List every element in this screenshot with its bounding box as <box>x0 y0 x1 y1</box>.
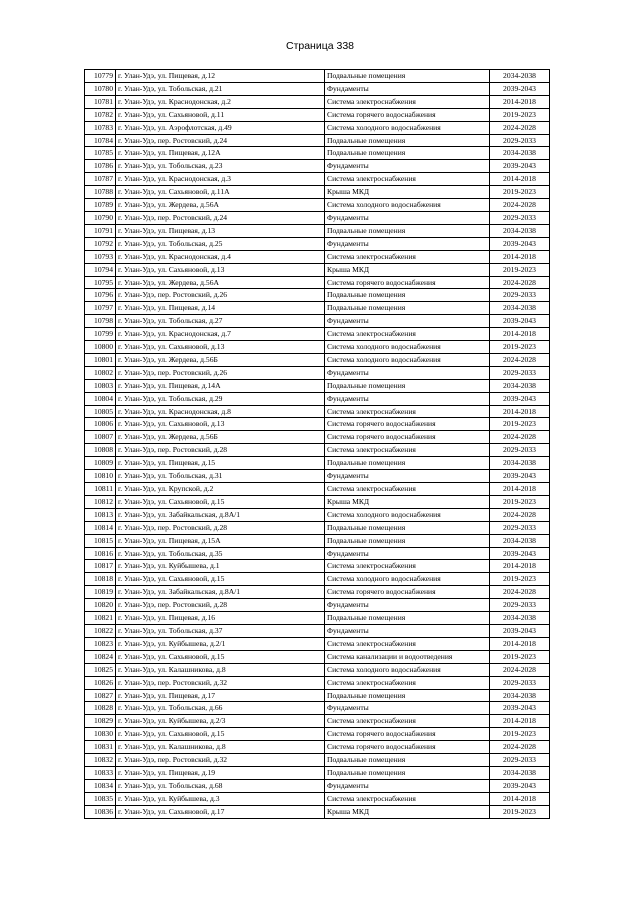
row-number: 10824 <box>85 650 116 663</box>
row-number: 10783 <box>85 121 116 134</box>
period-cell: 2019-2023 <box>490 495 550 508</box>
period-cell: 2014-2018 <box>490 250 550 263</box>
address-cell: г. Улан-Удэ, пер. Ростовский, д.28 <box>116 521 325 534</box>
address-cell: г. Улан-Удэ, ул. Жердева, д.56Б <box>116 431 325 444</box>
period-cell: 2039-2043 <box>490 702 550 715</box>
period-cell: 2014-2018 <box>490 328 550 341</box>
address-cell: г. Улан-Удэ, ул. Тобольская, д.31 <box>116 470 325 483</box>
period-cell: 2039-2043 <box>490 547 550 560</box>
work-type-cell: Подвальные помещения <box>325 766 490 779</box>
period-cell: 2024-2028 <box>490 121 550 134</box>
table-row <box>85 108 550 121</box>
period-cell: 2014-2018 <box>490 637 550 650</box>
table-row <box>85 353 550 366</box>
work-type-cell: Система холодного водоснабжения <box>325 508 490 521</box>
table-row <box>85 483 550 496</box>
table-row <box>85 315 550 328</box>
table-row <box>85 237 550 250</box>
period-cell: 2024-2028 <box>490 353 550 366</box>
period-cell: 2029-2033 <box>490 289 550 302</box>
row-number: 10811 <box>85 483 116 496</box>
work-type-cell: Фундаменты <box>325 392 490 405</box>
period-cell: 2024-2028 <box>490 199 550 212</box>
work-type-cell: Система холодного водоснабжения <box>325 199 490 212</box>
table-row <box>85 715 550 728</box>
period-cell: 2019-2023 <box>490 108 550 121</box>
row-number: 10822 <box>85 624 116 637</box>
period-cell: 2014-2018 <box>490 405 550 418</box>
row-number: 10834 <box>85 779 116 792</box>
work-type-cell: Подвальные помещения <box>325 612 490 625</box>
address-cell: г. Улан-Удэ, ул. Забайкальская, д.8А/1 <box>116 586 325 599</box>
work-type-cell: Подвальные помещения <box>325 754 490 767</box>
address-cell: г. Улан-Удэ, ул. Краснодонская, д.3 <box>116 173 325 186</box>
address-cell: г. Улан-Удэ, ул. Крупской, д.2 <box>116 483 325 496</box>
row-number: 10793 <box>85 250 116 263</box>
work-type-cell: Фундаменты <box>325 237 490 250</box>
address-cell: г. Улан-Удэ, ул. Тобольская, д.27 <box>116 315 325 328</box>
row-number: 10818 <box>85 573 116 586</box>
row-number: 10785 <box>85 147 116 160</box>
table-row <box>85 211 550 224</box>
period-cell: 2029-2033 <box>490 676 550 689</box>
period-cell: 2014-2018 <box>490 792 550 805</box>
work-type-cell: Система горячего водоснабжения <box>325 741 490 754</box>
address-cell: г. Улан-Удэ, ул. Пищевая, д.19 <box>116 766 325 779</box>
table-row <box>85 379 550 392</box>
period-cell: 2019-2023 <box>490 263 550 276</box>
address-cell: г. Улан-Удэ, пер. Ростовский, д.28 <box>116 599 325 612</box>
table-row <box>85 134 550 147</box>
work-type-cell: Система горячего водоснабжения <box>325 418 490 431</box>
work-type-cell: Система электроснабжения <box>325 676 490 689</box>
row-number: 10804 <box>85 392 116 405</box>
row-number: 10826 <box>85 676 116 689</box>
work-type-cell: Фундаменты <box>325 211 490 224</box>
row-number: 10799 <box>85 328 116 341</box>
address-cell: г. Улан-Удэ, ул. Жердева, д.56А <box>116 199 325 212</box>
work-type-cell: Система электроснабжения <box>325 250 490 263</box>
period-cell: 2014-2018 <box>490 715 550 728</box>
row-number: 10813 <box>85 508 116 521</box>
row-number: 10781 <box>85 95 116 108</box>
work-type-cell: Система канализации и водоотведения <box>325 650 490 663</box>
work-type-cell: Система холодного водоснабжения <box>325 573 490 586</box>
address-cell: г. Улан-Удэ, ул. Сахьяновой, д.13 <box>116 418 325 431</box>
table-row <box>85 792 550 805</box>
period-cell: 2024-2028 <box>490 508 550 521</box>
period-cell: 2024-2028 <box>490 663 550 676</box>
address-cell: г. Улан-Удэ, ул. Сахьяновой, д.15 <box>116 495 325 508</box>
row-number: 10807 <box>85 431 116 444</box>
table-row <box>85 457 550 470</box>
work-type-cell: Фундаменты <box>325 315 490 328</box>
period-cell: 2039-2043 <box>490 392 550 405</box>
table-row <box>85 186 550 199</box>
row-number: 10788 <box>85 186 116 199</box>
address-cell: г. Улан-Удэ, ул. Пищевая, д.12А <box>116 147 325 160</box>
address-cell: г. Улан-Удэ, ул. Калашникова, д.8 <box>116 663 325 676</box>
address-cell: г. Улан-Удэ, ул. Аэрофлотская, д.49 <box>116 121 325 134</box>
address-cell: г. Улан-Удэ, ул. Тобольская, д.25 <box>116 237 325 250</box>
period-cell: 2014-2018 <box>490 95 550 108</box>
work-type-cell: Система холодного водоснабжения <box>325 121 490 134</box>
period-cell: 2039-2043 <box>490 160 550 173</box>
work-type-cell: Фундаменты <box>325 547 490 560</box>
address-cell: г. Улан-Удэ, ул. Сахьяновой, д.17 <box>116 805 325 818</box>
period-cell: 2019-2023 <box>490 418 550 431</box>
row-number: 10836 <box>85 805 116 818</box>
address-cell: г. Улан-Удэ, ул. Тобольская, д.35 <box>116 547 325 560</box>
table-row <box>85 121 550 134</box>
table-row <box>85 663 550 676</box>
work-type-cell: Система электроснабжения <box>325 405 490 418</box>
period-cell: 2039-2043 <box>490 237 550 250</box>
work-type-cell: Подвальные помещения <box>325 534 490 547</box>
address-cell: г. Улан-Удэ, ул. Тобольская, д.68 <box>116 779 325 792</box>
period-cell: 2039-2043 <box>490 779 550 792</box>
period-cell: 2014-2018 <box>490 483 550 496</box>
row-number: 10817 <box>85 560 116 573</box>
address-cell: г. Улан-Удэ, пер. Ростовский, д.24 <box>116 134 325 147</box>
work-type-cell: Система электроснабжения <box>325 444 490 457</box>
row-number: 10823 <box>85 637 116 650</box>
work-type-cell: Фундаменты <box>325 779 490 792</box>
address-cell: г. Улан-Удэ, ул. Куйбышева, д.2/3 <box>116 715 325 728</box>
row-number: 10794 <box>85 263 116 276</box>
period-cell: 2019-2023 <box>490 650 550 663</box>
address-cell: г. Улан-Удэ, ул. Жердева, д.56А <box>116 276 325 289</box>
table-row <box>85 676 550 689</box>
work-type-cell: Система электроснабжения <box>325 637 490 650</box>
period-cell: 2034-2038 <box>490 766 550 779</box>
row-number: 10810 <box>85 470 116 483</box>
table-row <box>85 173 550 186</box>
table-row <box>85 470 550 483</box>
work-type-cell: Фундаменты <box>325 599 490 612</box>
address-cell: г. Улан-Удэ, ул. Краснодонская, д.8 <box>116 405 325 418</box>
address-cell: г. Улан-Удэ, ул. Тобольская, д.29 <box>116 392 325 405</box>
period-cell: 2034-2038 <box>490 147 550 160</box>
row-number: 10828 <box>85 702 116 715</box>
address-cell: г. Улан-Удэ, ул. Сахьяновой, д.15 <box>116 573 325 586</box>
address-cell: г. Улан-Удэ, ул. Краснодонская, д.2 <box>116 95 325 108</box>
work-type-cell: Крыша МКД <box>325 805 490 818</box>
work-type-cell: Фундаменты <box>325 702 490 715</box>
address-cell: г. Улан-Удэ, ул. Куйбышева, д.2/1 <box>116 637 325 650</box>
period-cell: 2039-2043 <box>490 315 550 328</box>
address-cell: г. Улан-Удэ, ул. Сахьяновой, д.11А <box>116 186 325 199</box>
address-cell: г. Улан-Удэ, пер. Ростовский, д.32 <box>116 754 325 767</box>
row-number: 10786 <box>85 160 116 173</box>
work-type-cell: Фундаменты <box>325 82 490 95</box>
address-cell: г. Улан-Удэ, пер. Ростовский, д.28 <box>116 444 325 457</box>
period-cell: 2019-2023 <box>490 728 550 741</box>
table-row <box>85 276 550 289</box>
row-number: 10797 <box>85 302 116 315</box>
work-type-cell: Система горячего водоснабжения <box>325 586 490 599</box>
period-cell: 2019-2023 <box>490 341 550 354</box>
address-cell: г. Улан-Удэ, ул. Забайкальская, д.8А/1 <box>116 508 325 521</box>
work-type-cell: Система электроснабжения <box>325 328 490 341</box>
address-cell: г. Улан-Удэ, ул. Сахьяновой, д.15 <box>116 728 325 741</box>
period-cell: 2024-2028 <box>490 586 550 599</box>
table-row <box>85 702 550 715</box>
address-cell: г. Улан-Удэ, ул. Куйбышева, д.3 <box>116 792 325 805</box>
table-row <box>85 766 550 779</box>
work-type-cell: Фундаменты <box>325 624 490 637</box>
address-cell: г. Улан-Удэ, ул. Пищевая, д.17 <box>116 689 325 702</box>
row-number: 10835 <box>85 792 116 805</box>
address-cell: г. Улан-Удэ, ул. Тобольская, д.66 <box>116 702 325 715</box>
table-row <box>85 728 550 741</box>
table-row <box>85 779 550 792</box>
row-number: 10787 <box>85 173 116 186</box>
work-type-cell: Подвальные помещения <box>325 289 490 302</box>
work-type-cell: Подвальные помещения <box>325 70 490 83</box>
period-cell: 2019-2023 <box>490 573 550 586</box>
work-type-cell: Фундаменты <box>325 366 490 379</box>
row-number: 10808 <box>85 444 116 457</box>
work-type-cell: Фундаменты <box>325 470 490 483</box>
row-number: 10790 <box>85 211 116 224</box>
address-cell: г. Улан-Удэ, ул. Пищевая, д.15 <box>116 457 325 470</box>
period-cell: 2034-2038 <box>490 224 550 237</box>
work-type-cell: Подвальные помещения <box>325 457 490 470</box>
table-row <box>85 805 550 818</box>
row-number: 10831 <box>85 741 116 754</box>
period-cell: 2039-2043 <box>490 470 550 483</box>
row-number: 10805 <box>85 405 116 418</box>
table-row <box>85 82 550 95</box>
table-row <box>85 521 550 534</box>
address-cell: г. Улан-Удэ, пер. Ростовский, д.26 <box>116 289 325 302</box>
row-number: 10802 <box>85 366 116 379</box>
address-cell: г. Улан-Удэ, ул. Сахьяновой, д.11 <box>116 108 325 121</box>
address-cell: г. Улан-Удэ, пер. Ростовский, д.32 <box>116 676 325 689</box>
address-cell: г. Улан-Удэ, ул. Пищевая, д.14 <box>116 302 325 315</box>
row-number: 10812 <box>85 495 116 508</box>
table-row <box>85 508 550 521</box>
table-row <box>85 650 550 663</box>
work-type-cell: Система электроснабжения <box>325 715 490 728</box>
address-cell: г. Улан-Удэ, ул. Сахьяновой, д.15 <box>116 650 325 663</box>
work-type-cell: Подвальные помещения <box>325 302 490 315</box>
period-cell: 2034-2038 <box>490 534 550 547</box>
work-type-cell: Система горячего водоснабжения <box>325 728 490 741</box>
table-row <box>85 637 550 650</box>
address-cell: г. Улан-Удэ, ул. Пищевая, д.13 <box>116 224 325 237</box>
address-cell: г. Улан-Удэ, ул. Тобольская, д.21 <box>116 82 325 95</box>
work-type-cell: Система горячего водоснабжения <box>325 431 490 444</box>
address-cell: г. Улан-Удэ, пер. Ростовский, д.24 <box>116 211 325 224</box>
period-cell: 2019-2023 <box>490 186 550 199</box>
table-row <box>85 224 550 237</box>
work-type-cell: Система холодного водоснабжения <box>325 663 490 676</box>
row-number: 10791 <box>85 224 116 237</box>
address-cell: г. Улан-Удэ, ул. Пищевая, д.15А <box>116 534 325 547</box>
address-cell: г. Улан-Удэ, ул. Куйбышева, д.1 <box>116 560 325 573</box>
address-cell: г. Улан-Удэ, ул. Тобольская, д.37 <box>116 624 325 637</box>
row-number: 10782 <box>85 108 116 121</box>
table-row <box>85 70 550 83</box>
address-cell: г. Улан-Удэ, ул. Краснодонская, д.7 <box>116 328 325 341</box>
row-number: 10833 <box>85 766 116 779</box>
table-row <box>85 612 550 625</box>
work-type-cell: Подвальные помещения <box>325 224 490 237</box>
table-row <box>85 302 550 315</box>
table-row <box>85 586 550 599</box>
table-row <box>85 392 550 405</box>
address-cell: г. Улан-Удэ, ул. Краснодонская, д.4 <box>116 250 325 263</box>
period-cell: 2029-2033 <box>490 211 550 224</box>
work-type-cell: Система горячего водоснабжения <box>325 276 490 289</box>
address-cell: г. Улан-Удэ, ул. Сахьяновой, д.13 <box>116 341 325 354</box>
row-number: 10814 <box>85 521 116 534</box>
period-cell: 2029-2033 <box>490 366 550 379</box>
table-row <box>85 328 550 341</box>
address-cell: г. Улан-Удэ, ул. Тобольская, д.23 <box>116 160 325 173</box>
table-row <box>85 624 550 637</box>
row-number: 10827 <box>85 689 116 702</box>
table-row <box>85 341 550 354</box>
table-row <box>85 405 550 418</box>
address-cell: г. Улан-Удэ, ул. Пищевая, д.12 <box>116 70 325 83</box>
period-cell: 2034-2038 <box>490 302 550 315</box>
works-table <box>84 69 550 819</box>
address-cell: г. Улан-Удэ, ул. Калашникова, д.8 <box>116 741 325 754</box>
work-type-cell: Система холодного водоснабжения <box>325 353 490 366</box>
row-number: 10779 <box>85 70 116 83</box>
row-number: 10816 <box>85 547 116 560</box>
work-type-cell: Подвальные помещения <box>325 689 490 702</box>
row-number: 10803 <box>85 379 116 392</box>
row-number: 10801 <box>85 353 116 366</box>
row-number: 10806 <box>85 418 116 431</box>
period-cell: 2019-2023 <box>490 805 550 818</box>
table-row <box>85 560 550 573</box>
work-type-cell: Система электроснабжения <box>325 560 490 573</box>
table-row <box>85 263 550 276</box>
table-row <box>85 689 550 702</box>
table-row <box>85 147 550 160</box>
period-cell: 2029-2033 <box>490 444 550 457</box>
table-row <box>85 599 550 612</box>
row-number: 10825 <box>85 663 116 676</box>
table-body <box>85 70 550 819</box>
period-cell: 2014-2018 <box>490 173 550 186</box>
row-number: 10809 <box>85 457 116 470</box>
address-cell: г. Улан-Удэ, ул. Пищевая, д.14А <box>116 379 325 392</box>
row-number: 10798 <box>85 315 116 328</box>
work-type-cell: Подвальные помещения <box>325 134 490 147</box>
address-cell: г. Улан-Удэ, ул. Пищевая, д.16 <box>116 612 325 625</box>
work-type-cell: Подвальные помещения <box>325 147 490 160</box>
table-row <box>85 534 550 547</box>
table-row <box>85 160 550 173</box>
work-type-cell: Фундаменты <box>325 160 490 173</box>
work-type-cell: Крыша МКД <box>325 186 490 199</box>
period-cell: 2014-2018 <box>490 560 550 573</box>
work-type-cell: Система холодного водоснабжения <box>325 341 490 354</box>
table-row <box>85 741 550 754</box>
work-type-cell: Система электроснабжения <box>325 483 490 496</box>
period-cell: 2034-2038 <box>490 379 550 392</box>
address-cell: г. Улан-Удэ, ул. Сахьяновой, д.13 <box>116 263 325 276</box>
period-cell: 2029-2033 <box>490 521 550 534</box>
period-cell: 2024-2028 <box>490 741 550 754</box>
period-cell: 2039-2043 <box>490 82 550 95</box>
period-cell: 2034-2038 <box>490 70 550 83</box>
table-row <box>85 199 550 212</box>
work-type-cell: Крыша МКД <box>325 263 490 276</box>
row-number: 10789 <box>85 199 116 212</box>
table-row <box>85 95 550 108</box>
period-cell: 2034-2038 <box>490 689 550 702</box>
address-cell: г. Улан-Удэ, ул. Жердева, д.56Б <box>116 353 325 366</box>
row-number: 10829 <box>85 715 116 728</box>
page-header: Страница 338 <box>285 40 355 52</box>
row-number: 10821 <box>85 612 116 625</box>
work-type-cell: Подвальные помещения <box>325 521 490 534</box>
row-number: 10800 <box>85 341 116 354</box>
work-type-cell: Система электроснабжения <box>325 792 490 805</box>
table-row <box>85 366 550 379</box>
period-cell: 2024-2028 <box>490 431 550 444</box>
row-number: 10819 <box>85 586 116 599</box>
row-number: 10830 <box>85 728 116 741</box>
table-row <box>85 444 550 457</box>
period-cell: 2029-2033 <box>490 599 550 612</box>
period-cell: 2039-2043 <box>490 624 550 637</box>
table-row <box>85 754 550 767</box>
work-type-cell: Крыша МКД <box>325 495 490 508</box>
work-type-cell: Подвальные помещения <box>325 379 490 392</box>
row-number: 10780 <box>85 82 116 95</box>
row-number: 10795 <box>85 276 116 289</box>
address-cell: г. Улан-Удэ, пер. Ростовский, д.26 <box>116 366 325 379</box>
period-cell: 2024-2028 <box>490 276 550 289</box>
row-number: 10832 <box>85 754 116 767</box>
row-number: 10815 <box>85 534 116 547</box>
table-row <box>85 418 550 431</box>
row-number: 10820 <box>85 599 116 612</box>
table-row <box>85 289 550 302</box>
work-type-cell: Система электроснабжения <box>325 95 490 108</box>
table-row <box>85 573 550 586</box>
table-row <box>85 495 550 508</box>
work-type-cell: Система горячего водоснабжения <box>325 108 490 121</box>
row-number: 10784 <box>85 134 116 147</box>
table-row <box>85 431 550 444</box>
work-type-cell: Система электроснабжения <box>325 173 490 186</box>
row-number: 10796 <box>85 289 116 302</box>
table-row <box>85 547 550 560</box>
period-cell: 2034-2038 <box>490 457 550 470</box>
period-cell: 2029-2033 <box>490 134 550 147</box>
period-cell: 2034-2038 <box>490 612 550 625</box>
table-row <box>85 250 550 263</box>
row-number: 10792 <box>85 237 116 250</box>
period-cell: 2029-2033 <box>490 754 550 767</box>
